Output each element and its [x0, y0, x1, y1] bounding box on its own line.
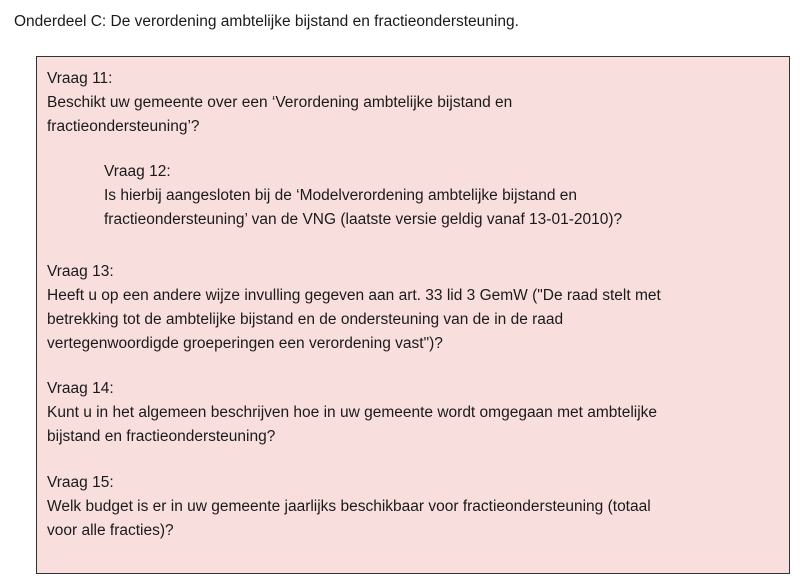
question-label: Vraag 13: [47, 263, 114, 280]
question-text-line: Kunt u in het algemeen beschrijven hoe in uw gemeente wordt omgegaan met ambtelijke [47, 404, 658, 421]
question-label: Vraag 12: [104, 163, 171, 180]
question-12 [104, 160, 622, 232]
question-label: Vraag 14: [47, 380, 114, 397]
question-text-line: bijstand en fractieondersteuning? [47, 428, 276, 445]
question-text-line: Is hierbij aangesloten bij de ‘Modelverordening ambtelijke bijstand en [104, 187, 578, 204]
question-label: Vraag 15: [47, 474, 114, 491]
question-text-line: betrekking tot de ambtelijke bijstand en de ondersteuning van de in de raad [47, 311, 564, 328]
question-14 [47, 377, 657, 449]
question-13 [47, 260, 661, 356]
question-text-line: fractieondersteuning’ van de VNG (laatste versie geldig vanaf 13-01-2010)? [104, 211, 623, 228]
question-15 [47, 471, 651, 543]
questions-box [36, 56, 790, 574]
question-text-line: vertegenwoordigde groeperingen een verordening vast")? [47, 335, 443, 352]
question-label: Vraag 11: [47, 70, 113, 87]
question-text-line: fractieondersteuning’? [47, 118, 200, 135]
question-text-line: voor alle fracties)? [47, 522, 174, 539]
section-title: Onderdeel C: De verordening ambtelijke bijstand en fractieondersteuning. [14, 13, 519, 30]
question-text-line: Beschikt uw gemeente over een ‘Verordening ambtelijke bijstand en [47, 94, 513, 111]
question-11 [47, 67, 512, 139]
question-text-line: Welk budget is er in uw gemeente jaarlijks beschikbaar voor fractieondersteuning (totaal [47, 498, 651, 515]
question-text-line: Heeft u op een andere wijze invulling gegeven aan art. 33 lid 3 GemW ("De raad stelt met [47, 287, 661, 304]
